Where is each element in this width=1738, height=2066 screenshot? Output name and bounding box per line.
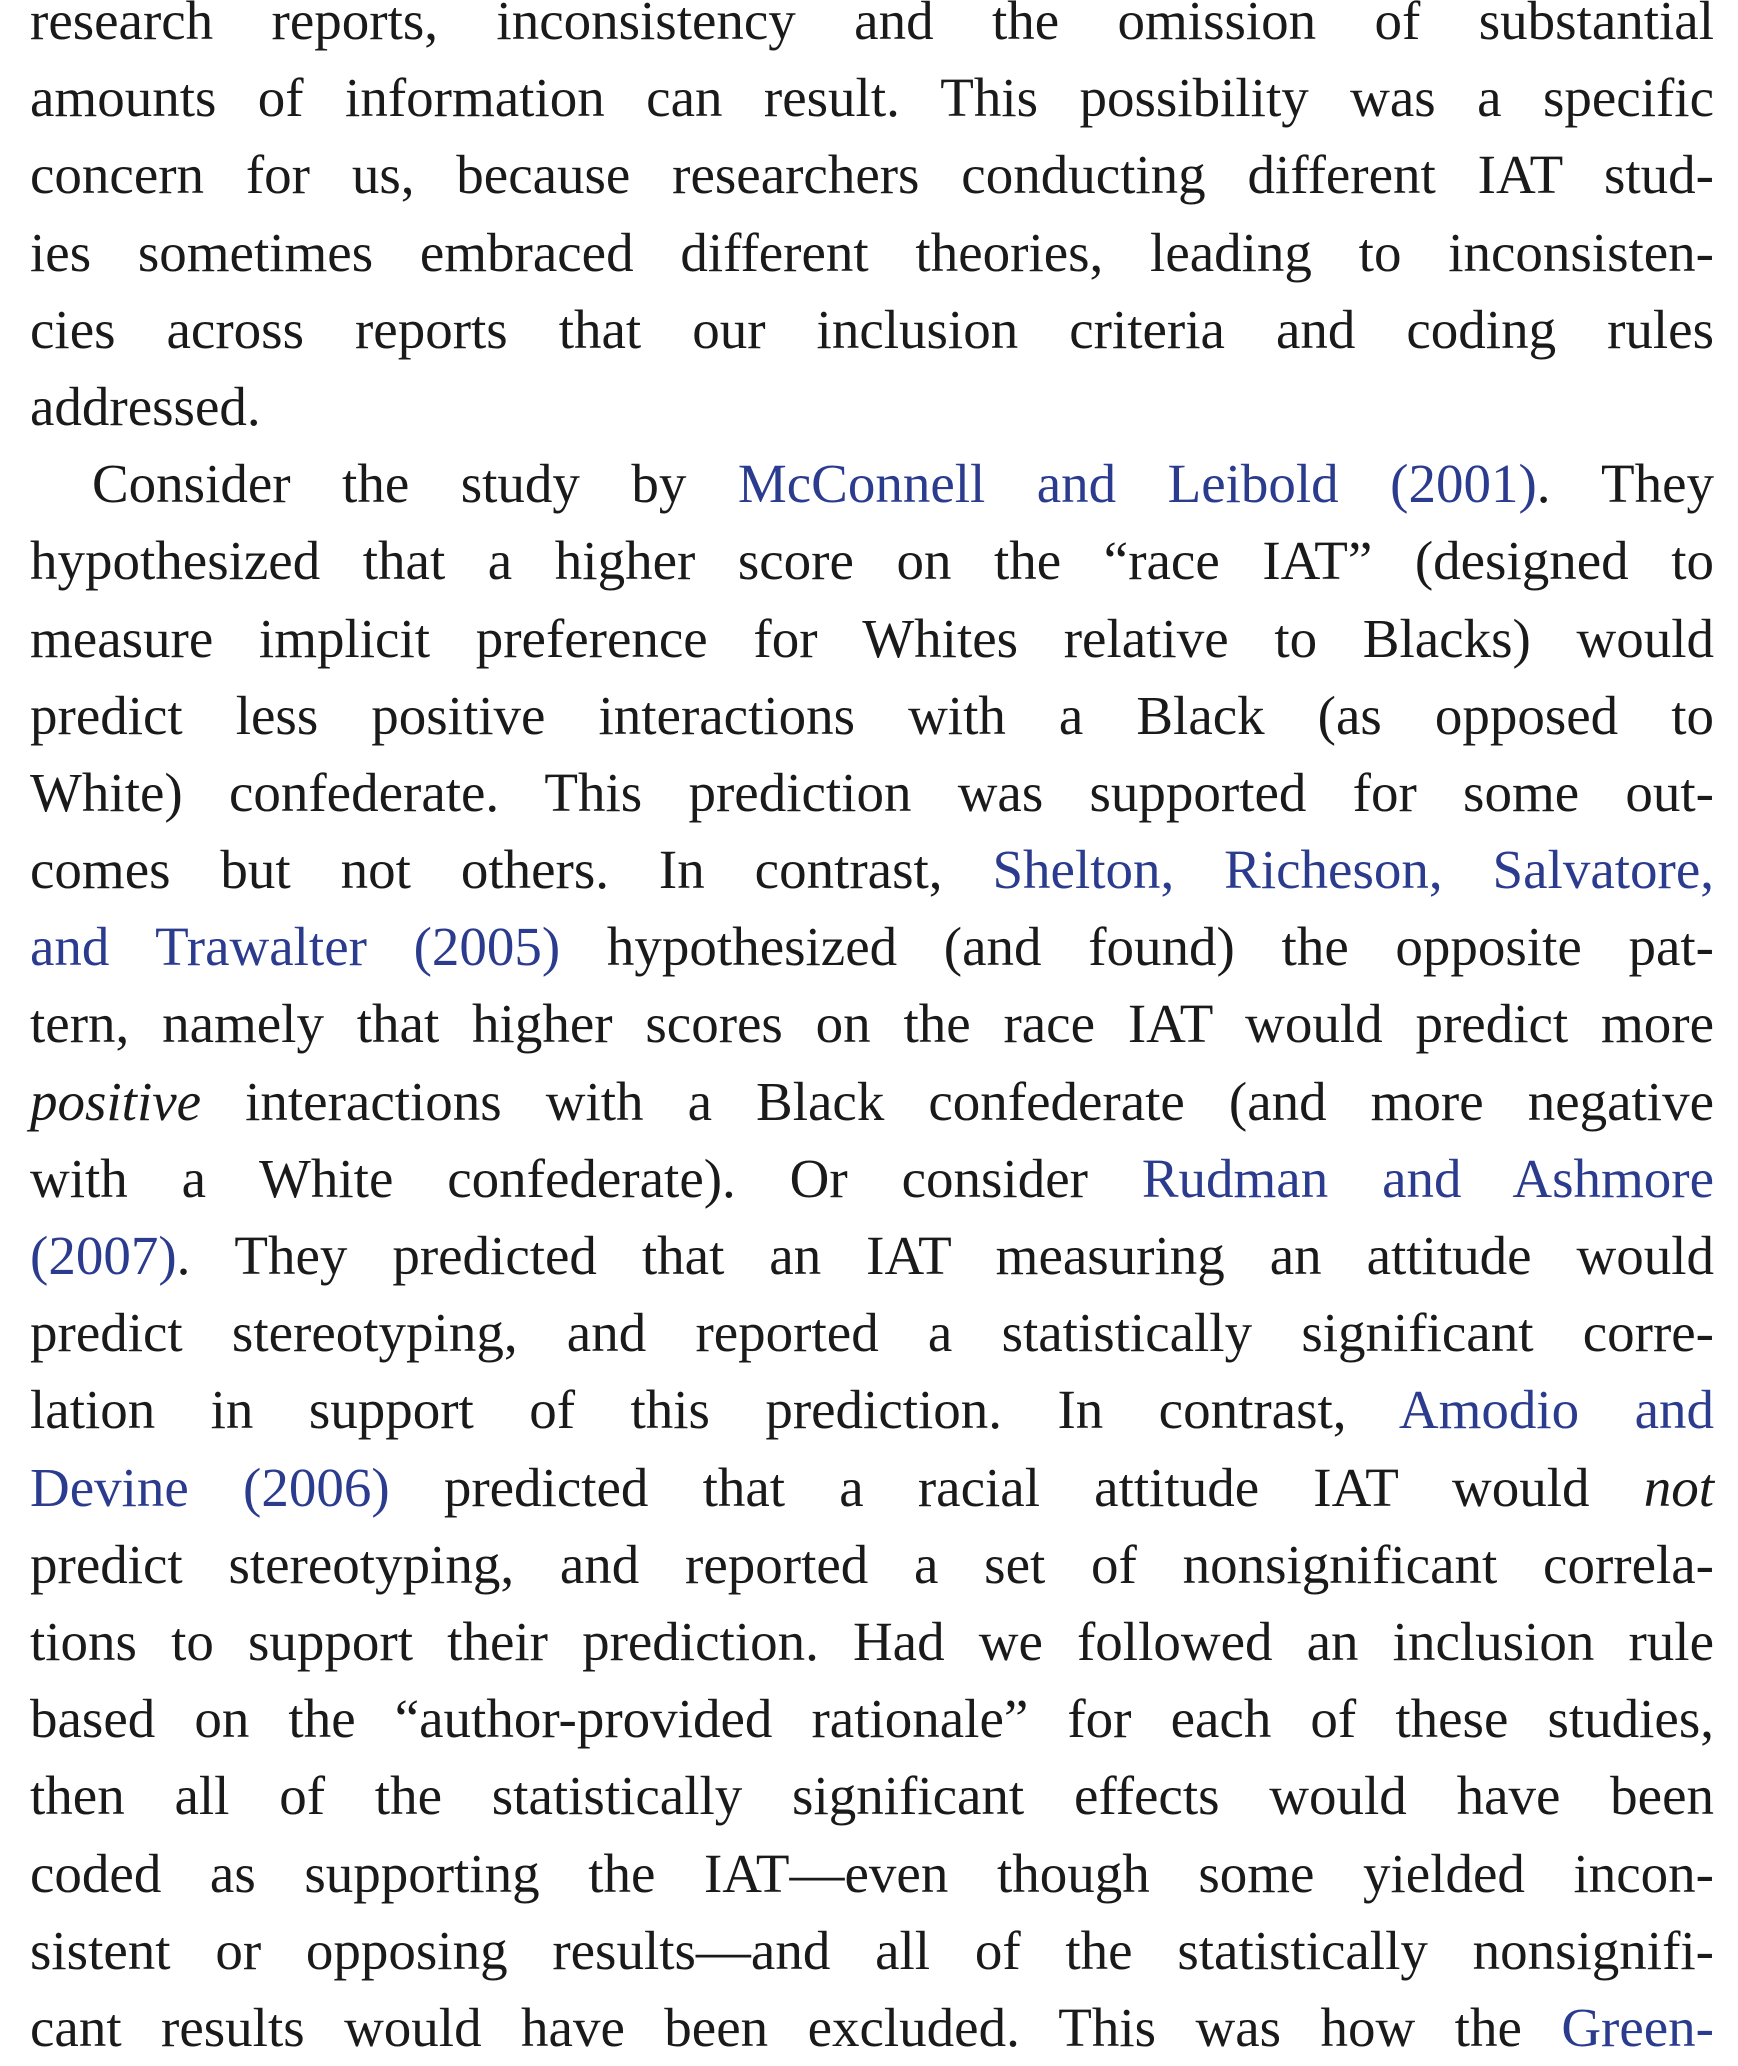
text-line: tions to support their prediction. Had we followed an inclusion rule	[30, 1610, 1714, 1672]
text-run: predicted that a racial attitude IAT would	[389, 1456, 1644, 1518]
citation-link[interactable]: McConnell and Leibold (2001)	[737, 453, 1537, 515]
text-line	[30, 1217, 1714, 1294]
text-line: predict less positive interactions with a Black (as opposed to	[30, 684, 1714, 746]
text-line: predict stereotyping, and reported a set of nonsignificant correla-	[30, 1533, 1714, 1595]
text-run: lation in support of this prediction. In contrast,	[30, 1379, 1399, 1441]
citation-link[interactable]: Devine (2006)	[30, 1456, 390, 1518]
text-run: cant results would have been excluded. This was how the	[30, 1996, 1562, 2058]
text-line	[30, 445, 1714, 522]
text-line	[30, 1989, 1714, 2066]
text-line: White) confederate. This prediction was supported for some out-	[30, 761, 1714, 823]
citation-link[interactable]: and Trawalter (2005)	[30, 916, 561, 978]
citation-link[interactable]: (2007)	[30, 1225, 177, 1286]
text-run: comes but not others. In contrast,	[30, 839, 993, 901]
text-line: sistent or opposing results—and all of the statistically nonsignifi-	[30, 1919, 1714, 1981]
text-line	[30, 908, 1714, 985]
paragraph-2	[30, 445, 1714, 2066]
text-line: then all of the statistically significant effects would have been	[30, 1765, 1714, 1827]
text-run: . They	[1536, 453, 1715, 515]
text-line: amounts of information can result. This possibility was a specific	[30, 67, 1714, 129]
text-line: cies across reports that our inclusion criteria and coding rules	[30, 298, 1714, 360]
text-line: research reports, inconsistency and the omission of substantial	[30, 0, 1714, 51]
citation-link[interactable]: Rudman and Ashmore	[1141, 1147, 1714, 1209]
text-line	[30, 1063, 1714, 1140]
text-line: concern for us, because researchers conducting different IAT stud-	[30, 144, 1714, 206]
article-body	[30, 0, 1714, 2066]
text-line: measure implicit preference for Whites relative to Blacks) would	[30, 607, 1714, 669]
text-line: tern, namely that higher scores on the race IAT would predict more	[30, 993, 1714, 1055]
text-line: addressed.	[30, 375, 261, 437]
text-run: interactions with a Black confederate (and more negative	[201, 1070, 1714, 1132]
text-run: Consider the study by	[92, 453, 738, 515]
paragraph-1	[30, 0, 1714, 445]
emphasis: positive	[30, 1070, 202, 1132]
text-run: . They predicted that an IAT measuring an attitude would	[176, 1225, 1714, 1286]
citation-link[interactable]: Amodio and	[1398, 1379, 1714, 1441]
emphasis: not	[1643, 1456, 1714, 1518]
text-line: ies sometimes embraced different theories, leading to inconsisten-	[30, 221, 1714, 283]
text-line	[30, 831, 1714, 908]
text-line	[30, 1140, 1714, 1217]
text-line: coded as supporting the IAT—even though some yielded incon-	[30, 1842, 1714, 1904]
citation-link[interactable]: Shelton, Richeson, Salvatore,	[992, 839, 1714, 901]
text-line: hypothesized that a higher score on the “race IAT” (designed to	[30, 530, 1714, 592]
text-line	[30, 1371, 1714, 1448]
text-line	[30, 1449, 1714, 1526]
citation-link[interactable]: Green-	[1561, 1996, 1714, 2058]
text-line: based on the “author-provided rationale” for each of these studies,	[30, 1688, 1714, 1750]
text-line: predict stereotyping, and reported a statistically significant corre-	[30, 1302, 1714, 1364]
text-run: hypothesized (and found) the opposite pat-	[560, 916, 1714, 978]
text-run: with a White confederate). Or consider	[30, 1147, 1142, 1209]
